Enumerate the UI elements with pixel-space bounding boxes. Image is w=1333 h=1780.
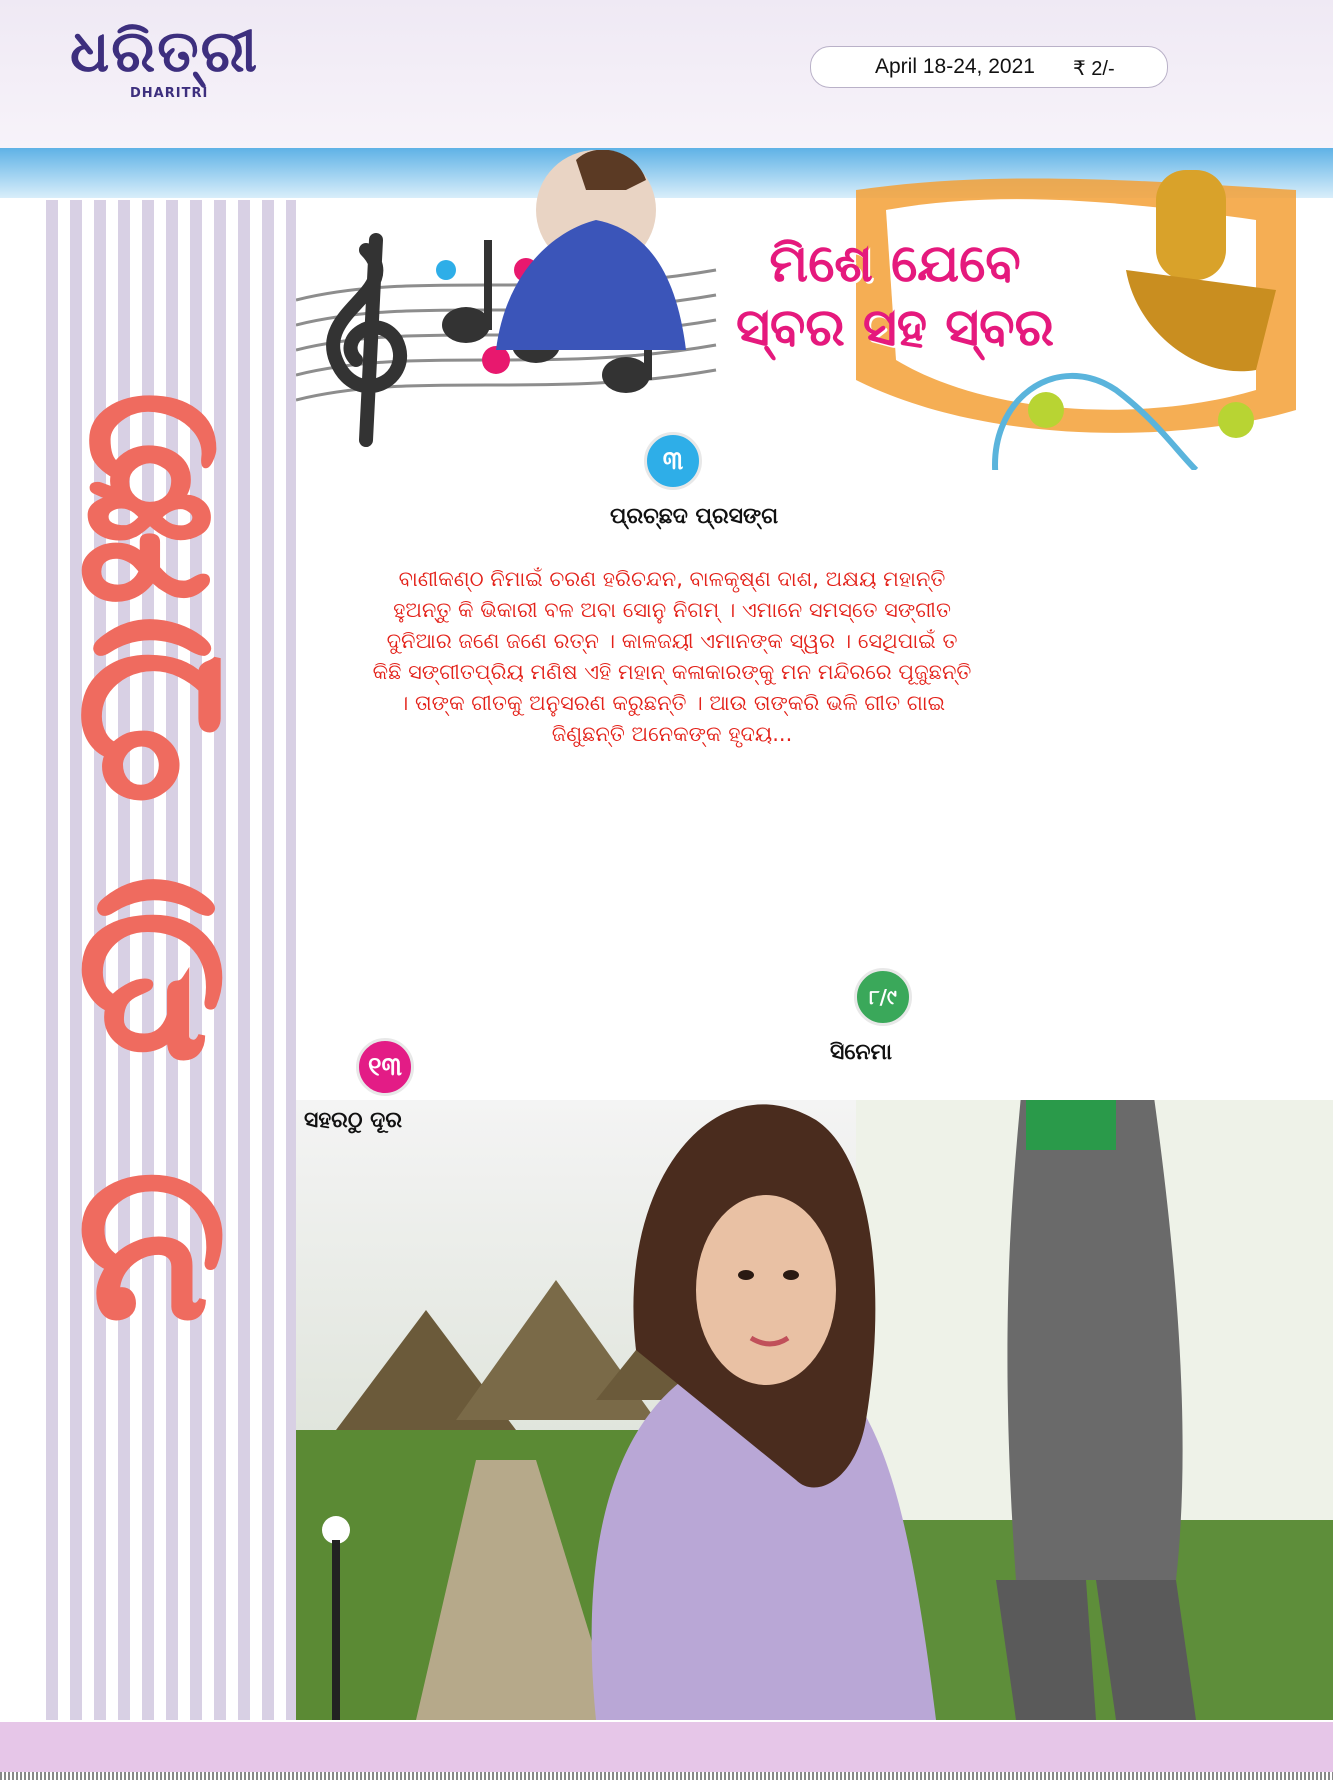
issue-price: ₹ 2/- [1073,58,1115,80]
logo-text: ଧରିତ୍ରୀ [70,17,260,85]
footer-band [0,1722,1333,1772]
section-label-cinema[interactable]: ସିନେମା [830,1040,892,1065]
vertical-title-char: ନ [76,1110,228,1369]
section-label-travel[interactable]: ସହରଠୁ ଦୂର [304,1108,402,1133]
page-badge-cinema[interactable]: ୮/୯ [854,968,912,1026]
vertical-title-char: ଛୁ [82,330,222,589]
cover-headline-line2: ସ୍ବର ସହ ସ୍ବର [736,298,1054,358]
vertical-title-char: ଦି [76,850,228,1109]
cover-headline[interactable] [730,232,1060,360]
page-badge-cover[interactable]: ୩ [644,432,702,490]
logo-subtext: DHARITRI [130,86,209,101]
issue-date: April 18-24, 2021 [875,55,1035,78]
cover-photo-collage [296,1100,1333,1720]
footer-rule [0,1772,1333,1780]
vertical-title-char: ଟି [75,590,229,849]
issue-info-box [810,46,1168,88]
cover-description: ବାଣୀକଣ୍ଠ ନିମାଇଁ ଚରଣ ହରିଚନ୍ଦନ, ବାଳକୃଷ୍ଣ ଦାଶ, ଅକ୍ଷୟ ମହାନ୍ତି ହୁଅନ୍ତୁ କି ଭିକାରୀ ବଳ ଅବା ସୋନୁ ନିଗମ୍ । ଏମାନେ ସମସ୍ତେ ସଙ୍ଗୀତ ଦୁନିଆର ଜଣେ ଜଣେ ରତ୍ନ । କାଳଜୟୀ ଏମାନଙ୍କ ସ୍ୱର । ସେଥିପାଇଁ ତ କିଛି ସଙ୍ଗୀତପ୍ରିୟ ମଣିଷ ଏହି ମହାନ୍ କଳାକାରଙ୍କୁ ମନ ମନ୍ଦିରରେ ପୂଜୁଛନ୍ତି । ତାଙ୍କ ଗୀତକୁ ଅନୁସରଣ କରୁଛନ୍ତି । ଆଉ ତାଙ୍କରି ଭଳି ଗୀତ ଗାଇ ଜିଣୁଛନ୍ତି ଅନେକଙ୍କ ହୃଦୟ... [372,567,972,746]
section-label-cover[interactable]: ପ୍ରଚ୍ଛଦ ପ୍ରସଙ୍ଗ [610,504,779,529]
page-badge-travel[interactable]: ୧୩ [356,1038,414,1096]
cover-headline-line1: ମିଶେ ଯେବେ [769,234,1021,294]
masthead-logo[interactable] [70,17,310,101]
vertical-title [52,330,252,1370]
